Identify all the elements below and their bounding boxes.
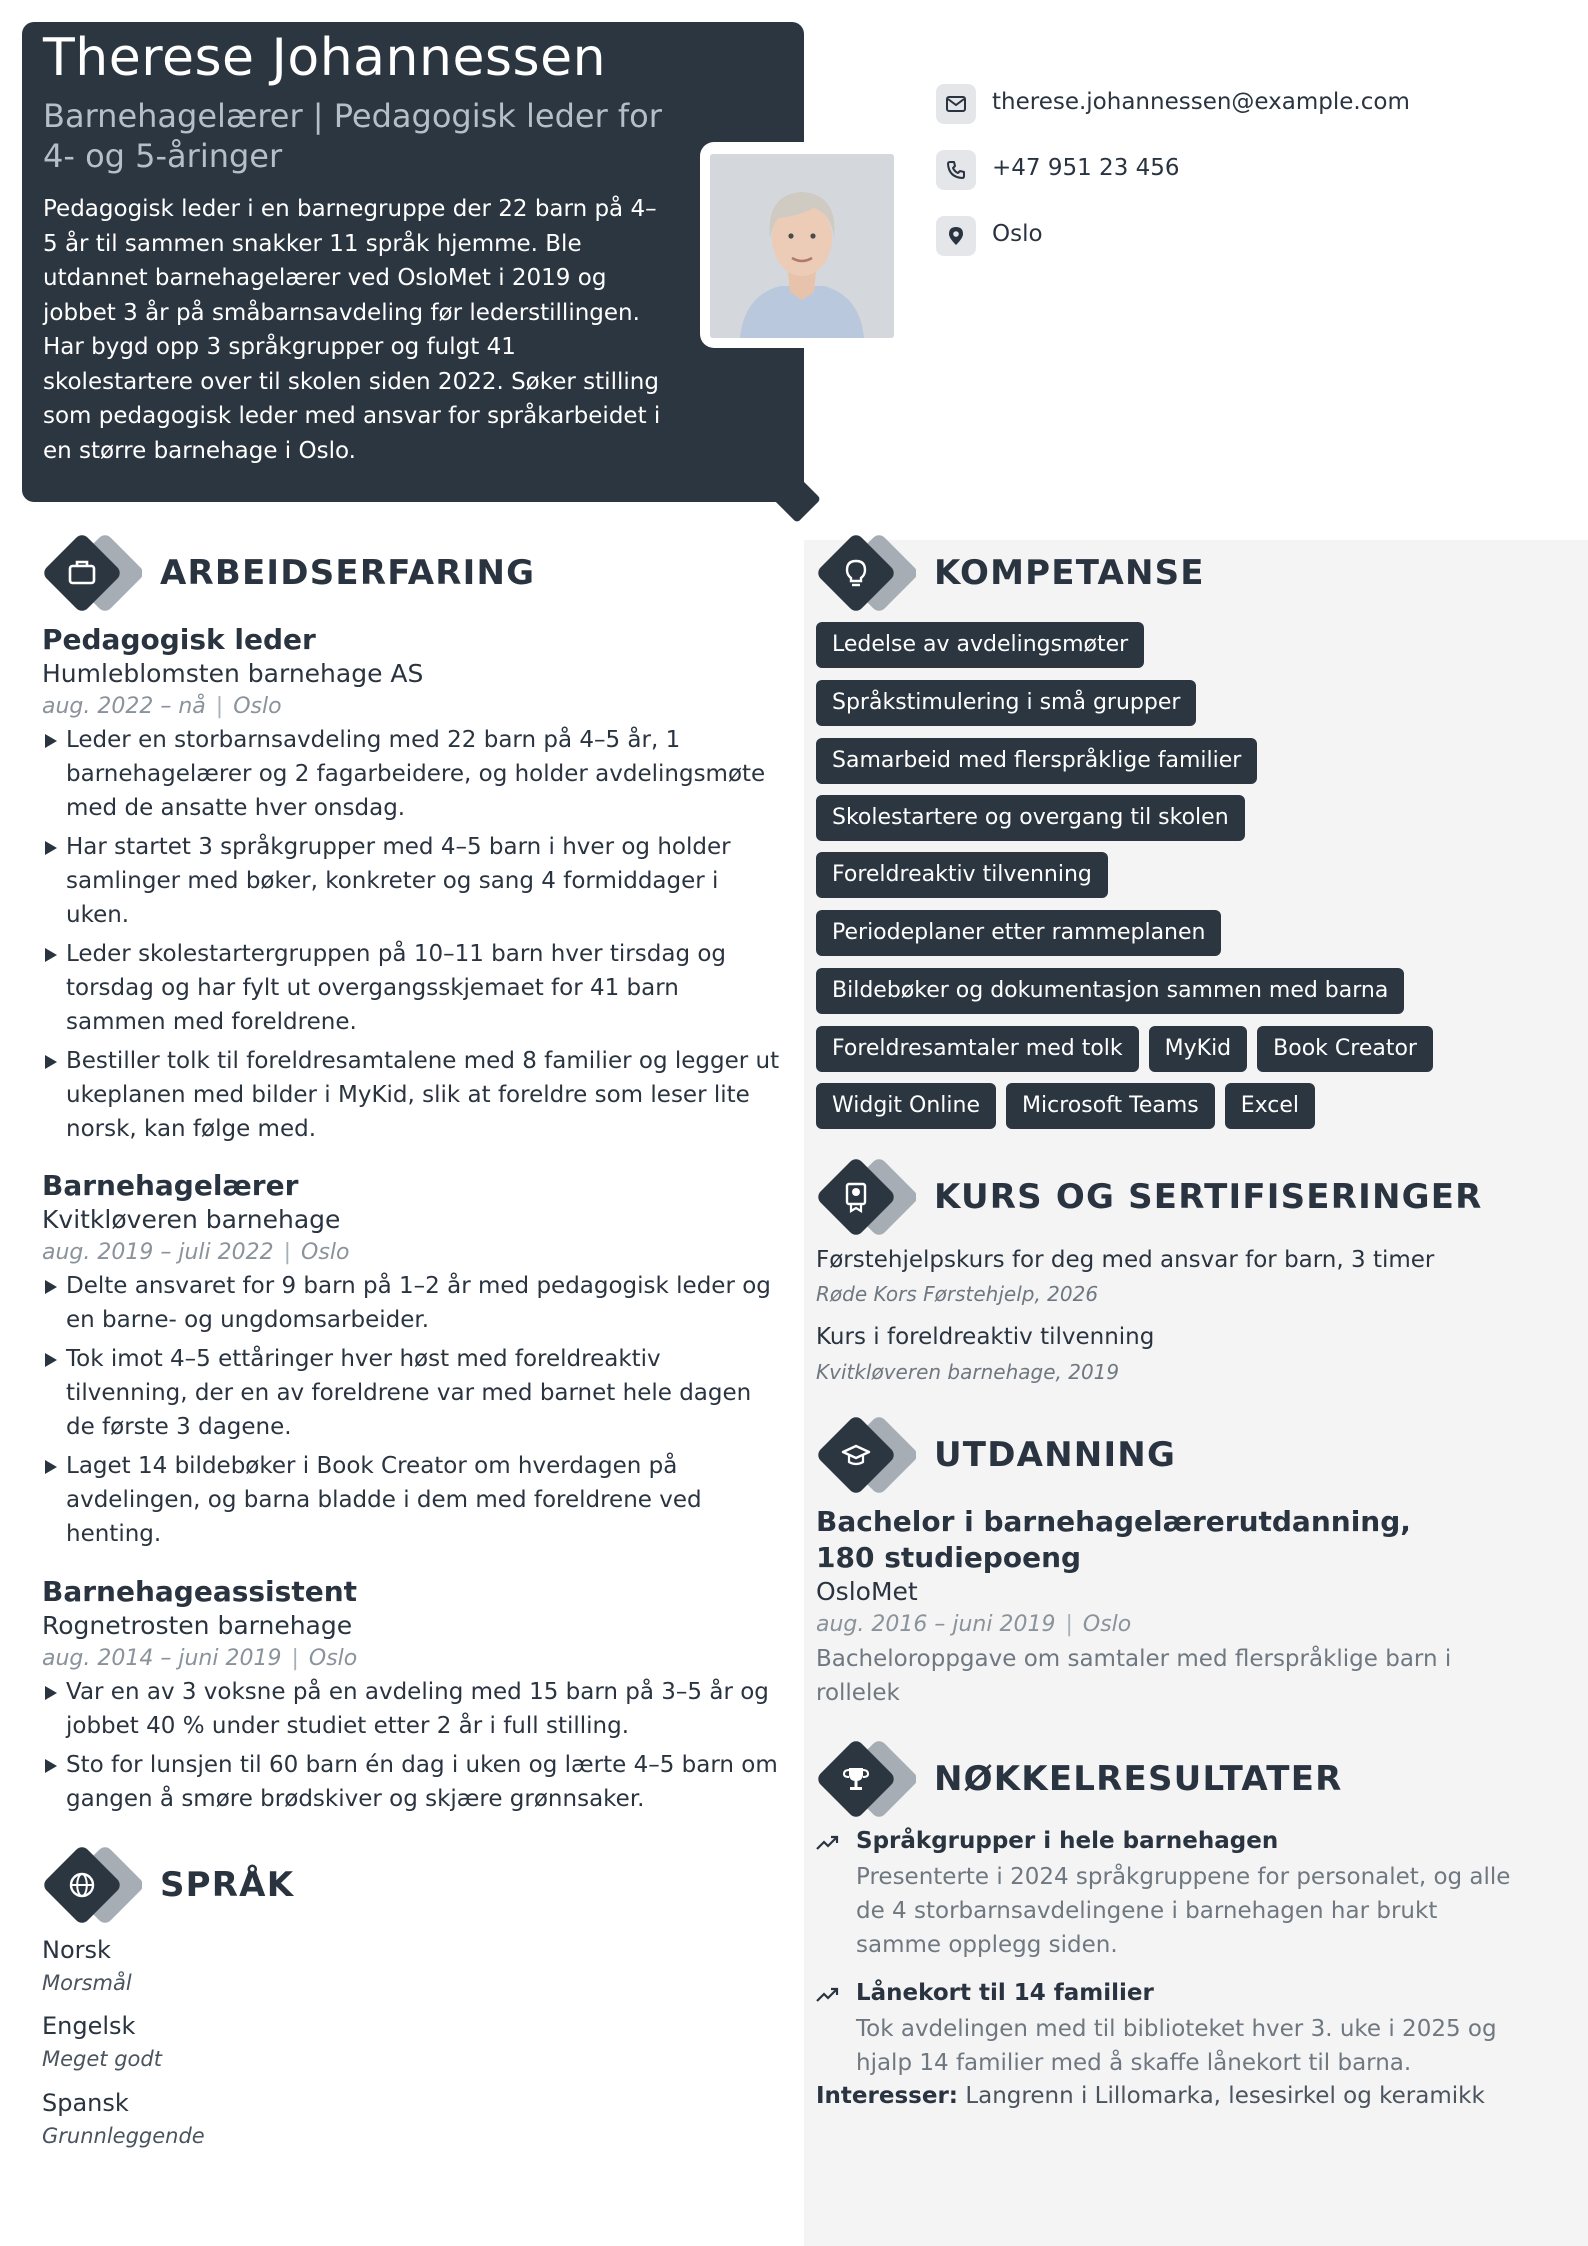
profile-photo [710, 154, 894, 338]
education-note: Bacheloroppgave om samtaler med flerspråklige barn i rollelek [816, 1646, 1452, 1706]
job-bullets [42, 1269, 782, 1556]
phone-icon [936, 150, 976, 190]
job-bullet: Var en av 3 voksne på en avdeling med 15 barn på 3–5 år og jobbet 40 % under studiet etter 2 år i full stilling. [42, 1675, 782, 1743]
skill-row [816, 1026, 1443, 1072]
job-bullet: Har startet 3 språkgrupper med 4–5 barn i hver og holder samlinger med bøker, konkreter og sang 4 formiddager i uken. [42, 830, 782, 932]
trophy-icon [816, 1739, 916, 1819]
education-degree: Bachelor i barnehagelærerutdanning, 180 studiepoeng [816, 1505, 1411, 1574]
course-meta: Røde Kors Førstehjelp, 2026 [816, 1282, 1099, 1306]
job-company: Humleblomsten barnehage AS [42, 659, 424, 688]
skill-row [816, 680, 1206, 726]
result-description: Tok avdelingen med til biblioteket hver 3. uke i 2025 og hjalp 14 familier med å skaffe lånekort til barna. [856, 2016, 1497, 2076]
skill-chip: Foreldresamtaler med tolk [816, 1026, 1139, 1072]
interests [816, 2083, 1485, 2109]
job-bullets [42, 723, 782, 1151]
skill-chip: Samarbeid med flerspråklige familier [816, 738, 1257, 784]
mail-icon [936, 84, 976, 124]
graduation-cap-icon [816, 1415, 916, 1495]
job-bullet: Tok imot 4–5 ettåringer hver høst med foreldreaktiv tilvenning, der en av foreldrene var med barnet hele dagen de første 3 dagene. [42, 1342, 782, 1444]
header-card [22, 22, 804, 502]
lightbulb-icon [816, 533, 916, 613]
skill-row [816, 738, 1267, 784]
skill-chip: Periodeplaner etter rammeplanen [816, 910, 1221, 956]
job-company: Kvitkløveren barnehage [42, 1205, 341, 1234]
skill-chip: Microsoft Teams [1006, 1083, 1215, 1129]
job-period: aug. 2022 – nå [42, 694, 206, 719]
contact-phone[interactable]: +47 951 23 456 [992, 155, 1180, 181]
job-meta: aug. 2019 – juli 2022 | Oslo [42, 1240, 350, 1265]
language-name: Engelsk [42, 2012, 136, 2040]
trending-up-icon [816, 1835, 840, 1851]
skill-chip: Foreldreaktiv tilvenning [816, 852, 1108, 898]
education-meta: aug. 2016 – juni 2019 | Oslo [816, 1612, 1132, 1637]
contact-phone-row[interactable] [936, 150, 1536, 190]
profile-summary: Pedagogisk leder i en barnegruppe der 22 barn på 4–5 år til sammen snakker 11 språk hjemme. Ble utdannet barnehagelærer ved OsloMet i 2019 og jobbet 3 år på småbarnsavdeling før lederstillingen. Har bygd opp 3 språkgrupper og fulgt 41 skolestartere over til skolen siden 2022. Søker stilling som pedagogisk leder med ansvar for språkarbeidet i en større barnehage i Oslo. [43, 196, 661, 464]
job-location: Oslo [308, 1646, 358, 1671]
job-meta: aug. 2014 – juni 2019 | Oslo [42, 1646, 358, 1671]
skill-chip: Widgit Online [816, 1083, 996, 1129]
job-period: aug. 2019 – juli 2022 [42, 1240, 274, 1265]
candidate-headline: Barnehagelærer | Pedagogisk leder for 4- og 5-åringer [43, 97, 662, 175]
skill-chip: Språkstimulering i små grupper [816, 680, 1196, 726]
course-title: Førstehjelpskurs for deg med ansvar for barn, 3 timer [816, 1247, 1435, 1273]
skill-row [816, 1083, 1325, 1129]
contact-location: Oslo [992, 221, 1043, 247]
job-location: Oslo [233, 694, 282, 719]
briefcase-icon [42, 533, 142, 613]
job-bullet: Bestiller tolk til foreldresamtalene med 8 familier og legger ut ukeplanen med bilder i MyKid, slik at foreldre som leser lite norsk, kan følge med. [42, 1044, 782, 1146]
job-period: aug. 2014 – juni 2019 [42, 1646, 282, 1671]
job-bullet: Leder en storbarnsavdeling med 22 barn på 4–5 år, 1 barnehagelærer og 2 fagarbeidere, og holder avdelingsmøte med de ansatte hver onsdag. [42, 723, 782, 825]
skill-row [816, 622, 1154, 668]
job-company: Rognetrosten barnehage [42, 1611, 353, 1640]
interests-label: Interesser: [816, 2083, 958, 2109]
section-title-skills: KOMPETANSE [934, 553, 1205, 593]
result-description: Presenterte i 2024 språkgruppene for personalet, og alle de 4 storbarnsavdelingene i barnehagen har brukt samme opplegg siden. [856, 1864, 1511, 1958]
job-title: Pedagogisk leder [42, 623, 316, 656]
section-title-education: UTDANNING [934, 1435, 1177, 1475]
job-bullet: Leder skolestartergruppen på 10–11 barn hver tirsdag og torsdag og har fylt ut overgangsskjemaet for 41 barn sammen med foreldrene. [42, 937, 782, 1039]
skill-chip: Bildebøker og dokumentasjon sammen med barna [816, 968, 1404, 1014]
skill-chip: Book Creator [1257, 1026, 1433, 1072]
language-level: Meget godt [42, 2047, 162, 2071]
interests-value: Langrenn i Lillomarka, lesesirkel og keramikk [965, 2083, 1485, 2109]
skill-row [816, 852, 1118, 898]
skill-chip: Skolestartere og overgang til skolen [816, 795, 1245, 841]
skill-row [816, 795, 1255, 841]
education-period: aug. 2016 – juni 2019 [816, 1612, 1056, 1637]
contact-location-row [936, 216, 1536, 256]
course-title: Kurs i foreldreaktiv tilvenning [816, 1324, 1155, 1350]
job-title: Barnehageassistent [42, 1575, 358, 1608]
job-bullet: Sto for lunsjen til 60 barn én dag i uken og lærte 4–5 barn om gangen å smøre brødskiver og skjære grønnsaker. [42, 1748, 782, 1816]
section-title-experience: ARBEIDSERFARING [160, 553, 536, 593]
language-level: Grunnleggende [42, 2124, 205, 2148]
skill-chip: MyKid [1149, 1026, 1248, 1072]
job-bullet: Delte ansvaret for 9 barn på 1–2 år med pedagogisk leder og en barne- og ungdomsarbeider. [42, 1269, 782, 1337]
contact-email[interactable]: therese.johannessen@example.com [992, 89, 1410, 115]
contact-email-row[interactable] [936, 84, 1536, 124]
skill-chip: Excel [1225, 1083, 1315, 1129]
trending-up-icon [816, 1987, 840, 2003]
job-meta: aug. 2022 – nå | Oslo [42, 694, 282, 719]
job-bullet: Laget 14 bildebøker i Book Creator om hverdagen på avdelingen, og barna bladde i dem med foreldrene ved henting. [42, 1449, 782, 1551]
language-name: Norsk [42, 1936, 111, 1964]
job-title: Barnehagelærer [42, 1169, 299, 1202]
language-name: Spansk [42, 2089, 129, 2117]
candidate-name: Therese Johannessen [43, 28, 607, 88]
result-title: Lånekort til 14 familier [856, 1980, 1154, 2006]
profile-photo-frame [700, 142, 898, 348]
section-title-results: NØKKELRESULTATER [934, 1759, 1343, 1799]
language-level: Morsmål [42, 1971, 132, 1995]
skill-chip: Ledelse av avdelingsmøter [816, 622, 1144, 668]
course-meta: Kvitkløveren barnehage, 2019 [816, 1360, 1120, 1384]
result-title: Språkgrupper i hele barnehagen [856, 1828, 1279, 1854]
globe-icon [42, 1845, 142, 1925]
job-location: Oslo [301, 1240, 350, 1265]
skill-row [816, 910, 1231, 956]
section-title-courses: KURS OG SERTIFISERINGER [934, 1177, 1483, 1217]
section-title-languages: SPRÅK [160, 1865, 295, 1905]
location-pin-icon [936, 216, 976, 256]
education-location: Oslo [1082, 1612, 1132, 1637]
skill-row [816, 968, 1414, 1014]
job-bullets [42, 1675, 782, 1821]
education-school: OsloMet [816, 1577, 918, 1606]
award-badge-icon [816, 1157, 916, 1237]
